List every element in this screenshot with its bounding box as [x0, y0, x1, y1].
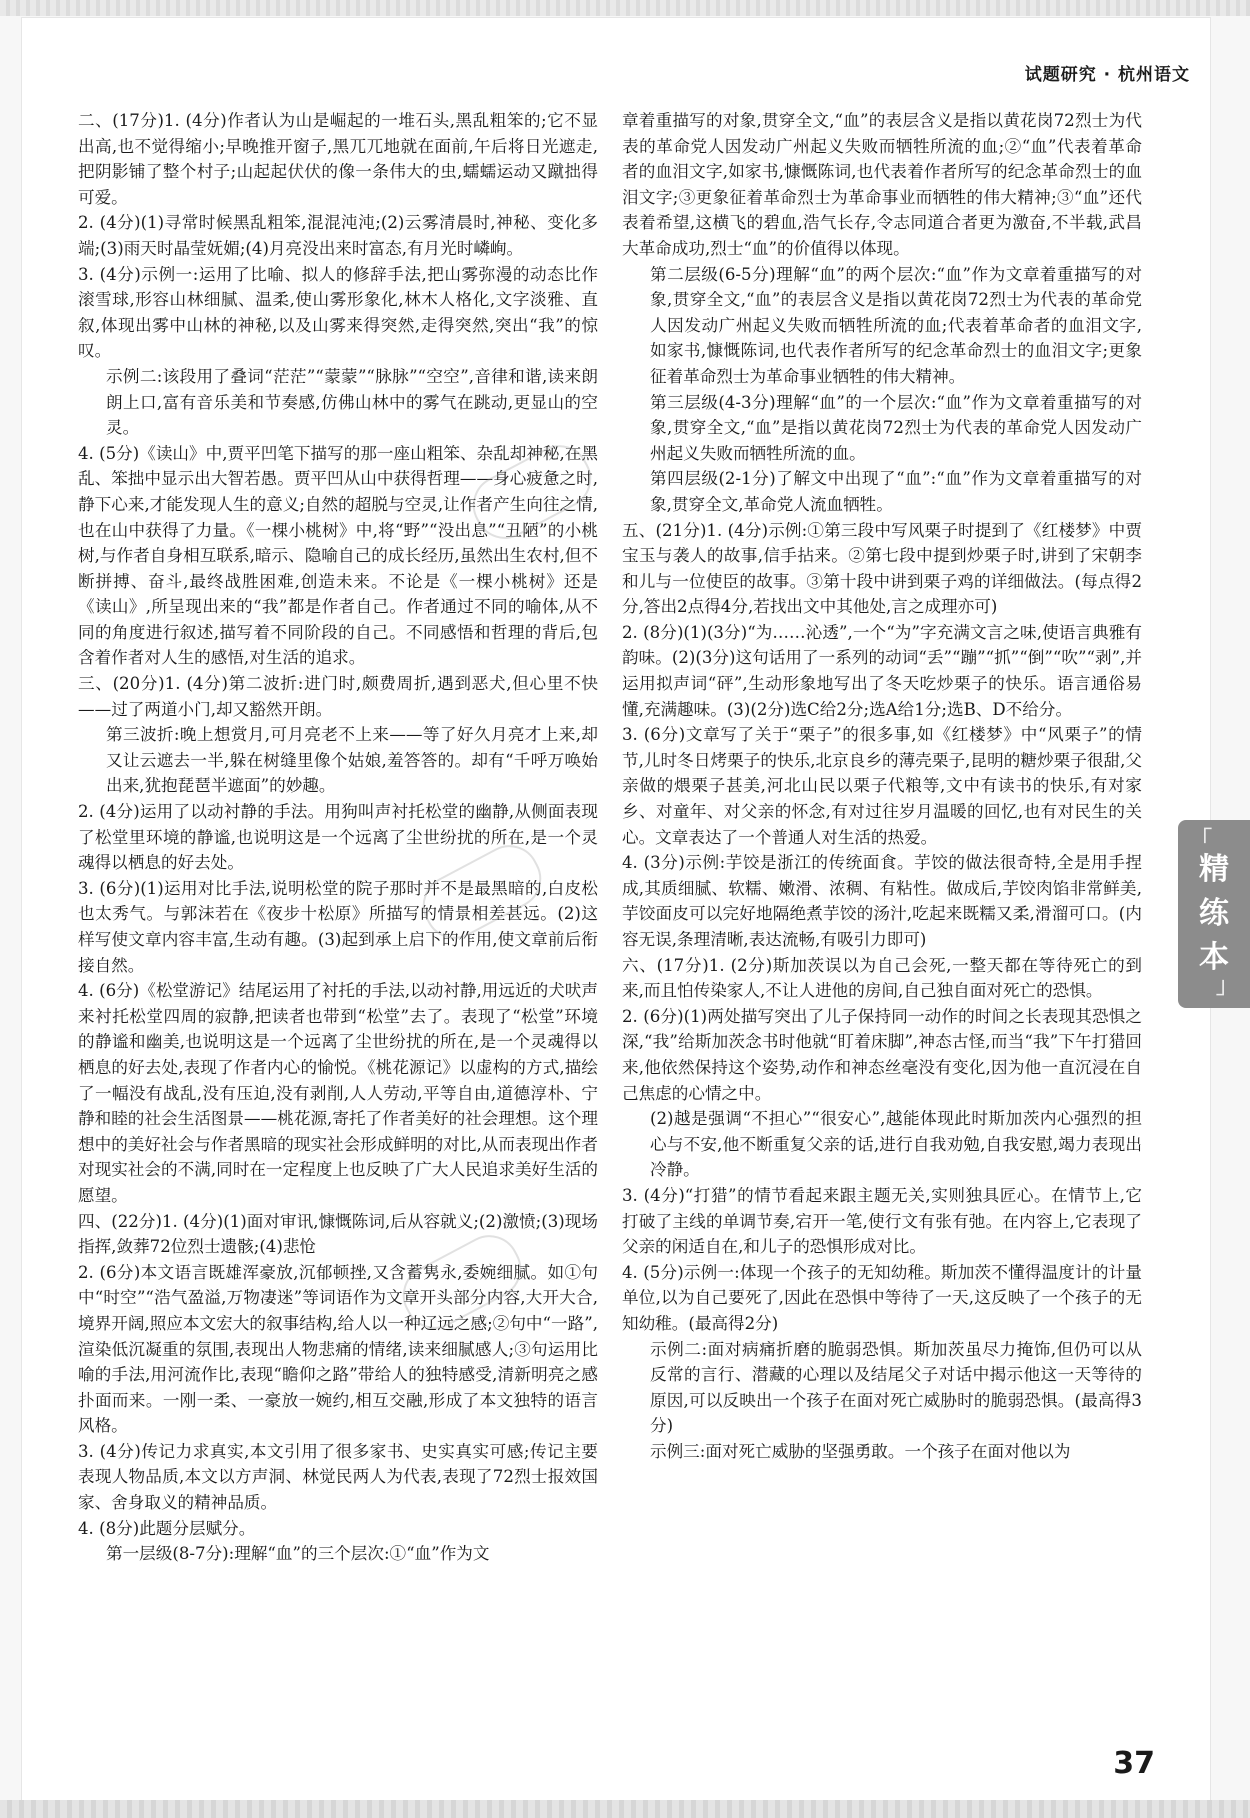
- answer-paragraph: 第三层级(4-3分)理解“血”的一个层次:“血”作为文章着重描写的对象,贯穿全文,“血”是指以黄花岗72烈士为代表的革命党人因发动广州起义失败而牺牲所流的血。: [650, 392, 1142, 463]
- answer-paragraph: 3. (4分)传记力求真实,本文引用了很多家书、史实真实可感;传记主要表现人物品质,本文以方声洞、林觉民两人为代表,表现了72烈士报效国家、舍身取义的精神品质。: [78, 1441, 598, 1513]
- answer-paragraph: 4. (5分)示例一:体现一个孩子的无知幼稚。斯加茨不懂得温度计的计量单位,以为自己要死了,因此在恐惧中等待了一天,这反映了一个孩子的无知幼稚。(最高得2分): [622, 1262, 1142, 1333]
- answer-paragraph: 五、(21分)1. (4分)示例:①第三段中写风栗子时提到了《红楼梦》中贾宝玉与袭人的故事,信手拈来。②第七段中提到炒栗子时,讲到了宋朝李和儿与一位使臣的故事。③第十段中讲到栗子鸡的详细做法。(每点得2分,答出2点得4分,若找出文中其他处,言之成理亦可): [622, 520, 1142, 617]
- answer-paragraph: 3. (6分)(1)运用对比手法,说明松堂的院子那时并不是最黑暗的,白皮松也太秀气。与郭沫若在《夜步十松原》所描写的情景相差甚远。(2)这样写使文章内容丰富,生动有趣。(3)起到承上启下的作用,使文章前后衔接自然。: [78, 878, 598, 975]
- answer-paragraph: 第三波折:晚上想赏月,可月亮老不上来——等了好久月亮才上来,却又让云遮去一半,躲在树缝里像个姑娘,羞答答的。却有“千呼万唤始出来,犹抱琵琶半遮面”的妙趣。: [106, 725, 598, 796]
- answer-paragraph: 3. (4分)“打猎”的情节看起来跟主题无关,实则独具匠心。在情节上,它打破了主线的单调节奏,宕开一笔,使行文有张有弛。在内容上,它表现了父亲的闲适自在,和儿子的恐惧形成对比。: [622, 1185, 1142, 1257]
- answer-paragraph: 4. (5分)《读山》中,贾平凹笔下描写的那一座山粗笨、杂乱却神秘,在黑乱、笨拙中显示出大智若愚。贾平凹从山中获得哲理——身心疲惫之时,静下心来,才能发现人生的意义;自然的超脱与空灵,让作者产生向往之情,也在山中获得了力量。《一棵小桃树》中,将“野”“没出息”“丑陋”的小桃树,与作者自身相互联系,暗示、隐喻自己的成长经历,虽然出生农村,但不断拼搏、奋斗,最终战胜困难,创造未来。不论是《一棵小桃树》还是《读山》,所呈现出来的“我”都是作者自己。作者通过不同的喻体,从不同的角度进行叙述,描写着不同阶段的自己。不同感悟和哲理的背后,包含着作者对人生的感悟,对生活的追求。: [78, 443, 598, 668]
- answer-paragraph: 六、(17分)1. (2分)斯加茨误以为自己会死,一整天都在等待死亡的到来,而且怕传染家人,不让人进他的房间,自己独自面对死亡的恐惧。: [622, 955, 1142, 1001]
- answer-paragraph: 二、(17分)1. (4分)作者认为山是崛起的一堆石头,黑乱粗笨的;它不显出高,也不觉得缩小;早晚推开窗子,黑兀兀地就在面前,午后将日光遮走,把阴影铺了整个村子;山起起伏伏的像一条伟大的虫,蠕蠕运动又蹴拙得可爱。: [78, 111, 598, 207]
- answer-paragraph: 四、(22分)1. (4分)(1)面对审讯,慷慨陈词,后从容就义;(2)激愤;(3)现场指挥,敛葬72位烈士遗骸;(4)悲怆: [78, 1211, 598, 1257]
- answer-paragraph: 第四层级(2-1分)了解文中出现了“血”:“血”作为文章着重描写的对象,贯穿全文,革命党人流血牺牲。: [650, 469, 1142, 514]
- running-header: 试题研究 · 杭州语文: [1024, 65, 1190, 85]
- side-tab-char: 本: [1199, 940, 1229, 975]
- answer-paragraph: 3. (4分)示例一:运用了比喻、拟人的修辞手法,把山雾弥漫的动态比作滚雪球,形容山林细腻、温柔,使山雾形象化,林木人格化,文字淡雅、直叙,体现出雾中山林的神秘,以及山雾来得突然,走得突然,突出“我”的惊叹。: [78, 264, 598, 361]
- page-number: 37: [1113, 1746, 1155, 1781]
- answer-paragraph: (2)越是强调“不担心”“很安心”,越能体现此时斯加茨内心强烈的担心与不安,他不断重复父亲的话,进行自我劝勉,自我安慰,竭力表现出冷静。: [650, 1109, 1142, 1180]
- left-column: [78, 108, 598, 1567]
- answer-paragraph: 3. (6分)文章写了关于“栗子”的很多事,如《红楼梦》中“风栗子”的情节,儿时冬日烤栗子的快乐,北京良乡的薄壳栗子,昆明的糖炒栗子很甜,父亲做的煨栗子甚美,河北山民以栗子代粮等,文中有读书的快乐,有对家乡、对童年、对父亲的怀念,有对过往岁月温暖的回忆,也有对民生的关心。文章表达了一个普通人对生活的热爱。: [622, 725, 1142, 847]
- answer-paragraph: 2. (6分)(1)两处描写突出了儿子保持同一动作的时间之长表现其恐惧之深,“我”给斯加茨念书时他就“盯着床脚”,神态古怪,而当“我”下午打猎回来,他依然保持这个姿势,动作和神态丝毫没有变化,因为他一直沉浸在自己焦虑的心情之中。: [622, 1006, 1142, 1103]
- answer-paragraph: 第一层级(8-7分):理解“血”的三个层次:①“血”作为文: [106, 1544, 490, 1564]
- answer-paragraph: 2. (6分)本文语言既雄浑豪放,沉郁顿挫,又含蓄隽永,委婉细腻。如①句中“时空”“浩气盈溢,万物凄迷”等词语作为文章开头部分内容,大开大合,境界开阔,照应本文宏大的叙事结构,给人以一种辽远之感;②句中“一路”,渲染低沉凝重的氛围,表现出人物悲痛的情绪,读来细腻感人;③句运用比喻的手法,用河流作比,表现“瞻仰之路”带给人的独特感受,清新明亮之感扑面而来。一刚一柔、一豪放一婉约,相互交融,形成了本文独特的语言风格。: [78, 1262, 598, 1436]
- answer-paragraph: 4. (8分)此题分层赋分。: [78, 1518, 256, 1538]
- answer-paragraph: 2. (8分)(1)(3分)“为……沁透”,一个“为”字充满文言之味,使语言典雅有韵味。(2)(3分)这句话用了一系列的动词“丢”“蹦”“抓”“倒”“吹”“剥”,并运用拟声词“砰”,生动形象地写出了冬天吃炒栗子的快乐。语言通俗易懂,充满趣味。(3)(2分)选C给2分;选A给1分;选B、D不给分。: [622, 622, 1142, 719]
- corner-bracket-icon: 「: [1190, 828, 1213, 853]
- answer-paragraph: 2. (4分)运用了以动衬静的手法。用狗叫声衬托松堂的幽静,从侧面表现了松堂里环境的静谧,也说明这是一个远离了尘世纷扰的所在,是一个灵魂得以栖息的好去处。: [78, 802, 598, 873]
- answer-paragraph: 第二层级(6-5分)理解“血”的两个层次:“血”作为文章着重描写的对象,贯穿全文,“血”的表层含义是指以黄花岗72烈士为代表的革命党人因发动广州起义失败而牺牲所流的血;代表着革命者的血泪文字,如家书,慷慨陈词,也代表作者所写的纪念革命烈士的血泪文字;更象征着革命烈士为革命事业牺牲的伟大精神。: [650, 264, 1142, 386]
- answer-paragraph: 章着重描写的对象,贯穿全文,“血”的表层含义是指以黄花岗72烈士为代表的革命党人因发动广州起义失败而牺牲所流的血;②“血”代表着革命者的血泪文字,如家书,慷慨陈词,也代表着作者所写的纪念革命烈士的血泪文字;③更象征着革命烈士为革命事业而牺牲的伟大精神;③“血”还代表着希望,这横飞的碧血,浩气长存,令志同道合者更为激奋,不半载,武昌大革命成功,烈士“血”的价值得以体现。: [622, 111, 1142, 258]
- corner-bracket-icon: 」: [1215, 974, 1238, 999]
- answer-paragraph: 示例二:面对病痛折磨的脆弱恐惧。斯加茨虽尽力掩饰,但仍可以从反常的言行、潜藏的心理以及结尾父子对话中揭示他这一天等待的原因,可以反映出一个孩子在面对死亡威胁时的脆弱恐惧。(最高得3分): [650, 1339, 1142, 1436]
- scan-bottom-edge: [0, 1800, 1250, 1818]
- right-column: [622, 108, 1142, 1464]
- answer-paragraph: 三、(20分)1. (4分)第二波折:进门时,颇费周折,遇到恶犬,但心里不快——过了两道小门,却又豁然开朗。: [78, 674, 598, 719]
- answer-paragraph: 4. (3分)示例:芋饺是浙江的传统面食。芋饺的做法很奇特,全是用手捏成,其质细腻、软糯、嫩滑、浓稠、有粘性。做成后,芋饺肉馅非常鲜美,芋饺面皮可以完好地隔绝煮芋饺的汤汁,吃起来既糯又柔,滑溜可口。(内容无误,条理清晰,表达流畅,有吸引力即可): [622, 853, 1142, 949]
- scan-top-edge: [0, 0, 1250, 16]
- side-tab-char: 精: [1199, 852, 1229, 887]
- answer-paragraph: 示例三:面对死亡威胁的坚强勇敢。一个孩子在面对他以为: [650, 1441, 1071, 1461]
- side-tab-char: 练: [1199, 896, 1229, 931]
- side-tab: [1178, 820, 1250, 1008]
- answer-paragraph: 4. (6分)《松堂游记》结尾运用了衬托的手法,以动衬静,用远近的犬吠声来衬托松堂四周的寂静,把读者也带到“松堂”去了。表现了“松堂”环境的静谧和幽美,也说明这是一个远离了尘世纷扰的所在,是一个灵魂得以栖息的好去处,表现了作者内心的愉悦。《桃花源记》以虚构的方式,描绘了一幅没有战乱,没有压迫,没有剥削,人人劳动,平等自由,道德淳朴、宁静和睦的社会生活图景——桃花源,寄托了作者美好的社会理想。这个理想中的美好社会与作者黑暗的现实社会形成鲜明的对比,从而表现出作者对现实社会的不满,同时在一定程度上也反映了广大人民追求美好生活的愿望。: [78, 981, 598, 1205]
- answer-paragraph: 示例二:该段用了叠词“茫茫”“蒙蒙”“脉脉”“空空”,音律和谐,读来朗朗上口,富有音乐美和节奏感,仿佛山林中的雾气在跳动,更显山的空灵。: [106, 366, 598, 438]
- answer-paragraph: 2. (4分)(1)寻常时候黑乱粗笨,混混沌沌;(2)云雾清晨时,神秘、变化多端;(3)雨天时晶莹妩媚;(4)月亮没出来时富态,有月光时嶙峋。: [78, 213, 598, 258]
